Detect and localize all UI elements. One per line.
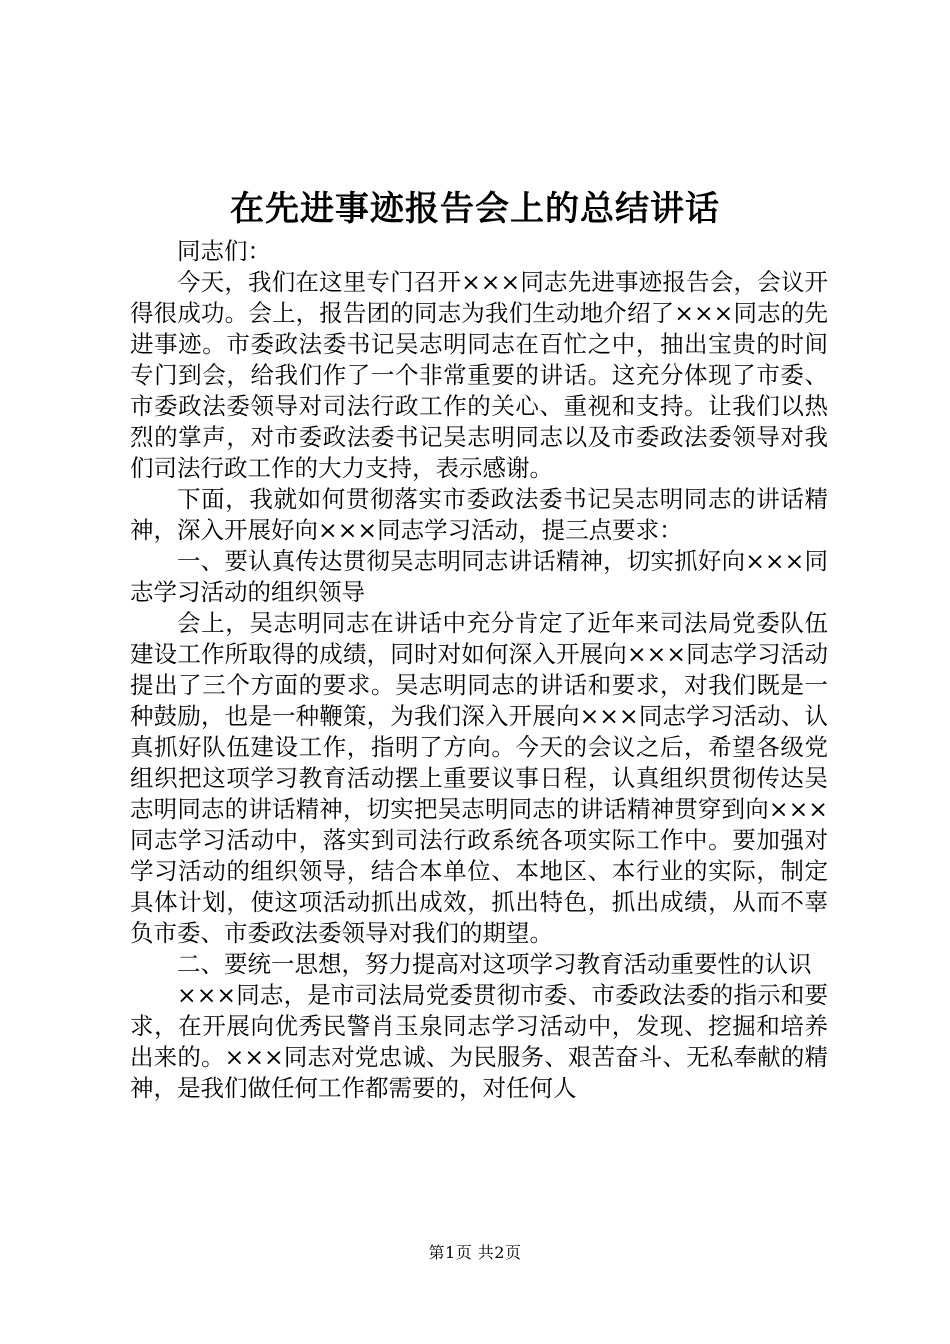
body-paragraph: 下面，我就如何贯彻落实市委政法委书记吴志明同志的讲话精神，深入开展好向×××同志学习活动，提三点要求：: [130, 485, 828, 544]
section-heading: 一、要认真传达贯彻吴志明同志讲话精神，切实抓好向×××同志学习活动的组织领导: [130, 547, 828, 606]
page-footer: 第1页 共2页: [428, 1243, 522, 1262]
section-heading: 二、要统一思想，努力提高对这项学习教育活动重要性的认识: [177, 950, 812, 978]
body-paragraph: 会上，吴志明同志在讲话中充分肯定了近年来司法局党委队伍建设工作所取得的成绩，同时对如何深入开展向×××同志学习活动提出了三个方面的要求。吴志明同志的讲话和要求，对我们既是一种鼓励，也是一种鞭策，为我们深入开展向×××同志学习活动、认真抓好队伍建设工作，指明了方向。今天的会议之后，希望各级党组织把这项学习教育活动摆上重要议事日程，认真组织贯彻传达吴志明同志的讲话精神，切实把吴志明同志的讲话精神贯穿到向×××同志学习活动中，落实到司法行政系统各项实际工作中。要加强对学习活动的组织领导，结合本单位、本地区、本行业的实际，制定具体计划，使这项活动抓出成效，抓出特色，抓出成绩，从而不辜负市委、市委政法委领导对我们的期望。: [130, 609, 828, 947]
body-paragraph: 今天，我们在这里专门召开×××同志先进事迹报告会，会议开得很成功。会上，报告团的同志为我们生动地介绍了×××同志的先进事迹。市委政法委书记吴志明同志在百忙之中，抽出宝贵的时间专门到会，给我们作了一个非常重要的讲话。这充分体现了市委、市委政法委领导对司法行政工作的关心、重视和支持。让我们以热烈的掌声，对市委政法委书记吴志明同志以及市委政法委领导对我们司法行政工作的大力支持，表示感谢。: [130, 268, 828, 482]
document-body: [130, 236, 828, 1104]
body-paragraph: ×××同志，是市司法局党委贯彻市委、市委政法委的指示和要求，在开展向优秀民警肖玉泉同志学习活动中，发现、挖掘和培养出来的。×××同志对党忠诚、为民服务、艰苦奋斗、无私奉献的精神，是我们做任何工作都需要的，对任何人: [130, 981, 828, 1102]
document-title: 在先进事迹报告会上的总结讲话: [230, 189, 720, 229]
salutation-paragraph: 同志们：: [177, 237, 271, 265]
